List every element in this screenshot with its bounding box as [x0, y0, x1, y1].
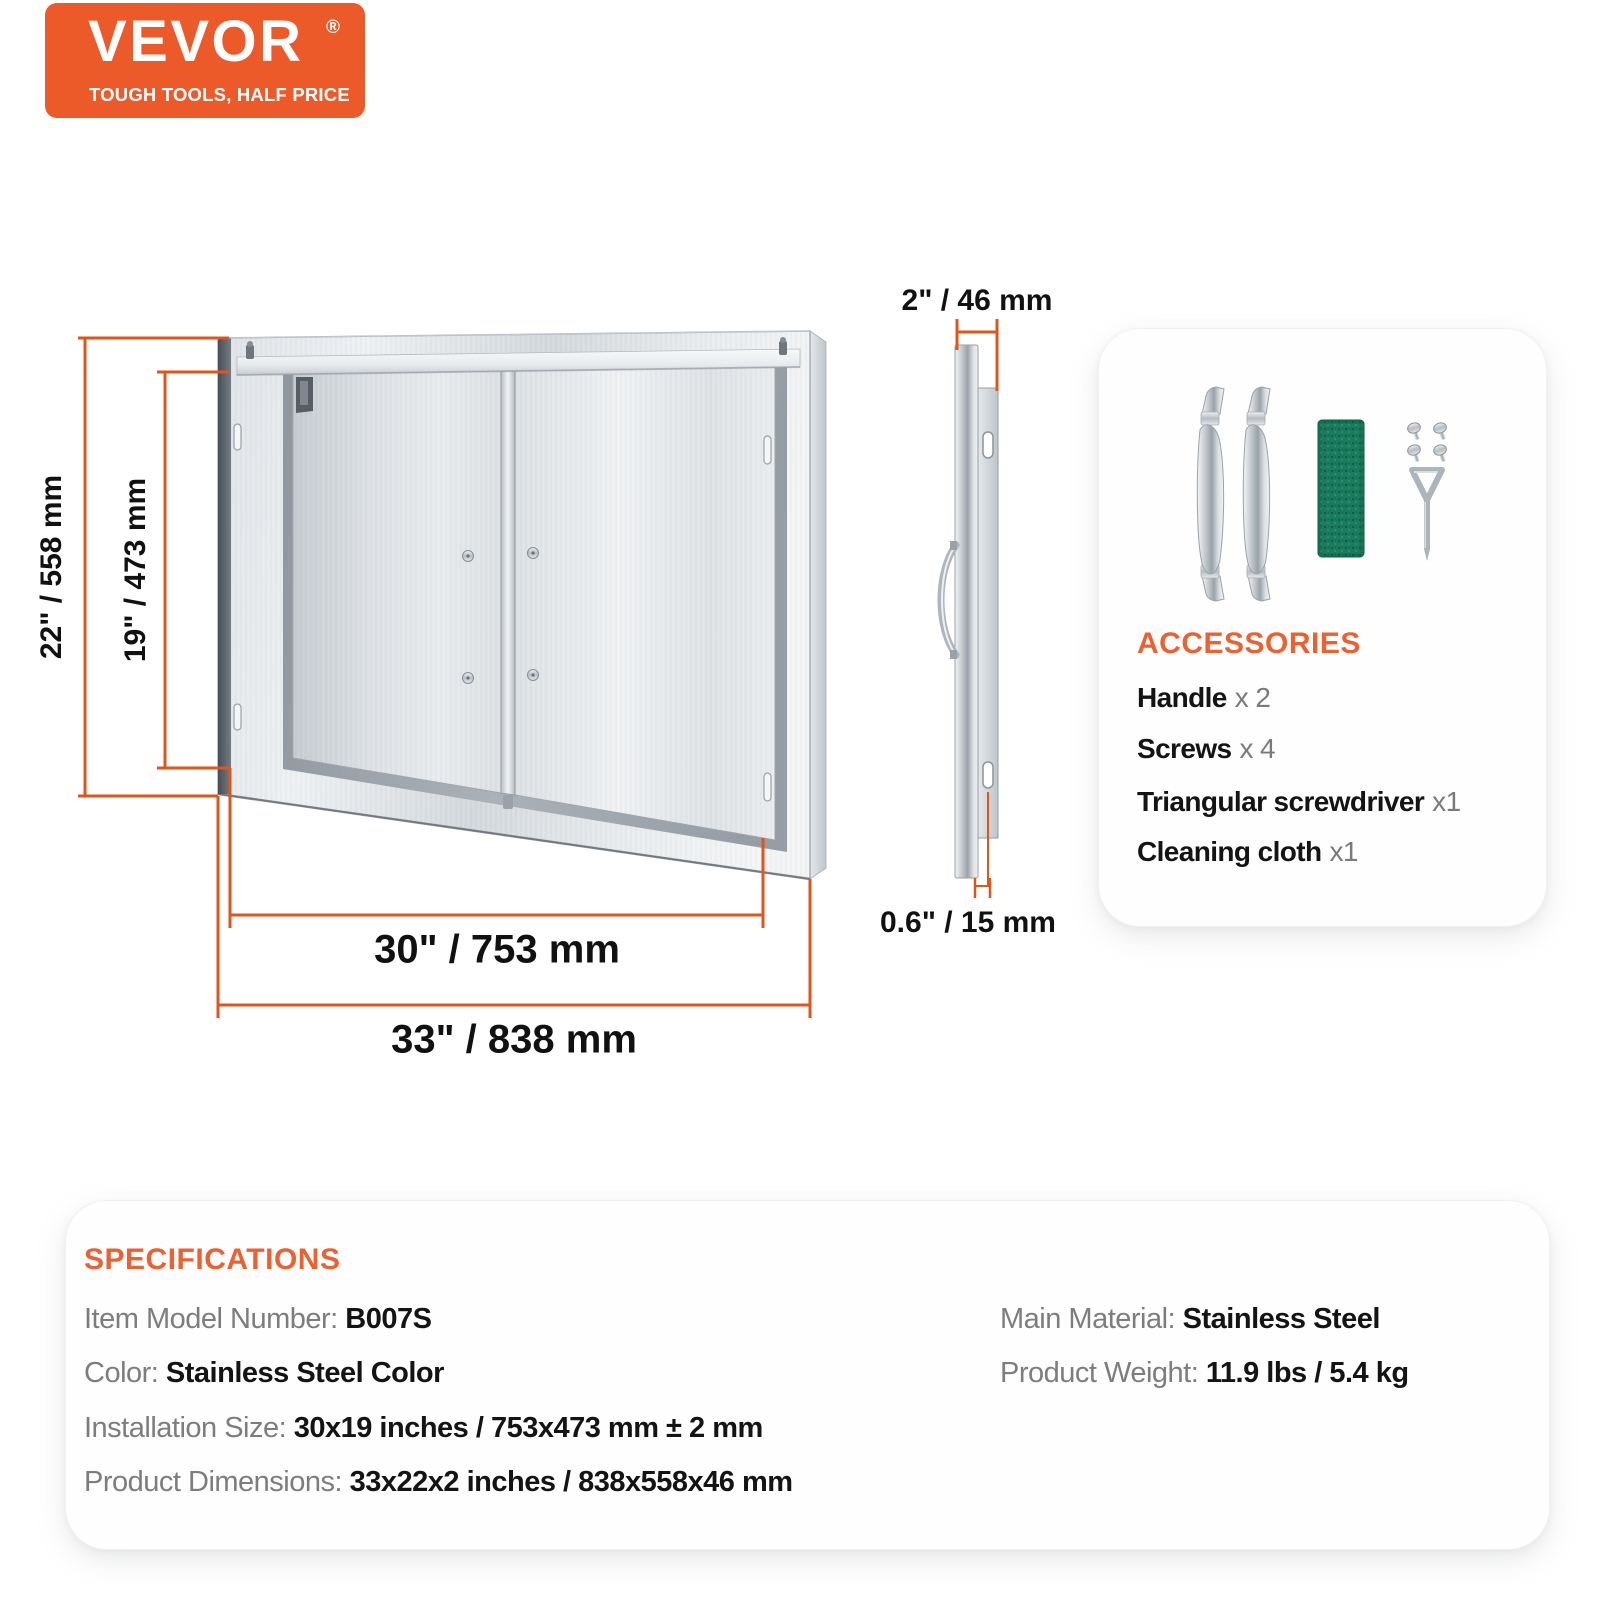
specifications-title: SPECIFICATIONS [84, 1243, 341, 1276]
front-view-illustration [218, 331, 826, 879]
depth-dimension-label: 2" / 46 mm [901, 284, 1053, 317]
accessories-title: ACCESSORIES [1137, 627, 1361, 660]
accessory-item-cleaning-cloth: Cleaning cloth x1 [1137, 836, 1358, 867]
side-handle [941, 541, 957, 659]
inner-width-dimension-label: 30" / 753 mm [374, 927, 620, 972]
dimension-lines [78, 319, 997, 1018]
flange-dimension-label: 0.6" / 15 mm [880, 906, 1056, 939]
spec-row-installation-size: Installation Size: 30x19 inches / 753x473 mm ± 2 mm [84, 1412, 763, 1444]
registered-mark: ® [326, 17, 340, 38]
vevor-logo [45, 3, 365, 118]
outer-height-dimension-label: 22" / 558 mm [35, 474, 68, 660]
mounting-slots [234, 424, 771, 801]
spec-row-product-weight: Product Weight: 11.9 lbs / 5.4 kg [1000, 1357, 1409, 1389]
accessory-item-screws: Screws x 4 [1137, 733, 1276, 764]
spec-row-model-number: Item Model Number: B007S [84, 1303, 432, 1335]
spec-row-product-dimensions: Product Dimensions: 33x22x2 inches / 838x558x46 mm [84, 1466, 793, 1498]
spec-row-color: Color: Stainless Steel Color [84, 1357, 444, 1389]
side-view-illustration [941, 345, 998, 878]
accessory-item-handle: Handle x 2 [1137, 682, 1271, 713]
door-screws [463, 548, 539, 684]
brand-tagline: TOUGH TOOLS, HALF PRICE [89, 84, 350, 105]
accessory-item-screwdriver: Triangular screwdriver x1 [1137, 786, 1461, 817]
brand-name: VEVOR [88, 9, 304, 74]
inner-height-dimension-label: 19" / 473 mm [119, 477, 152, 663]
outer-width-dimension-label: 33" / 838 mm [391, 1017, 637, 1062]
spec-row-main-material: Main Material: Stainless Steel [1000, 1303, 1380, 1335]
